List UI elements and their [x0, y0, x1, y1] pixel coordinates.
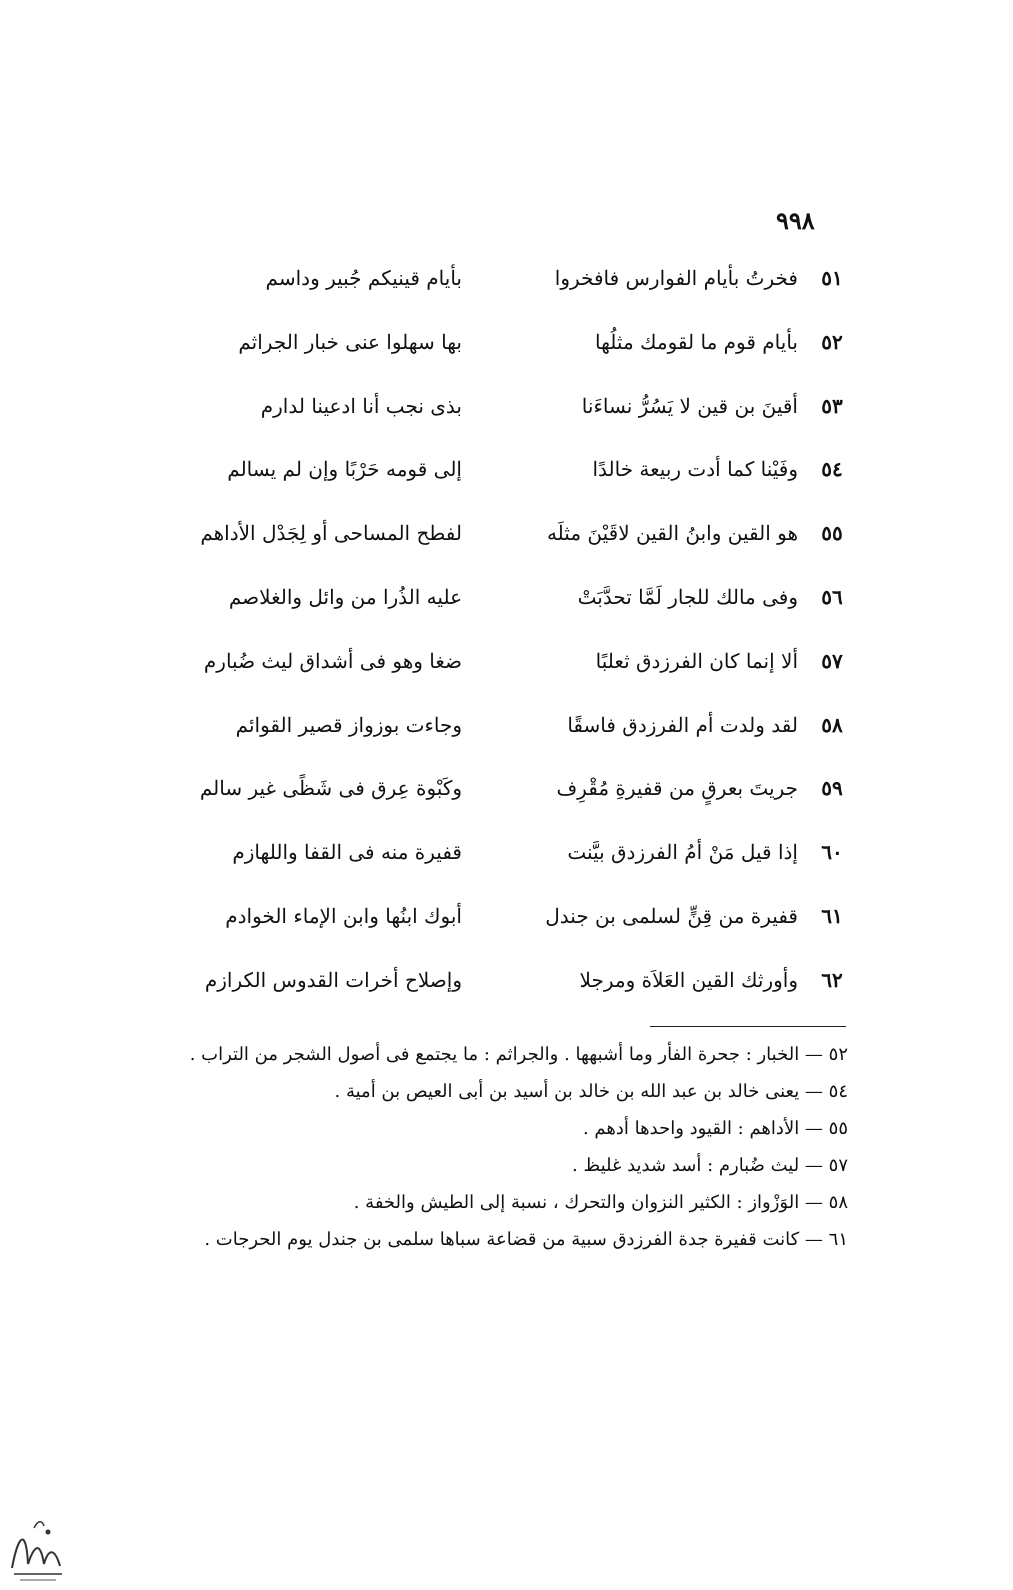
footnote: ٥٤ — يعنى خالد بن عبد الله بن خالد بن أسيد بن أبى العيص بن أمية . — [334, 1081, 848, 1102]
verse-second-hemistich: ضغا وهو فى أشداق ليث ضُبارم — [203, 648, 462, 673]
verse-62 — [170, 964, 860, 1028]
footnote: ٥٥ — الأداهم : القيود واحدها أدهم . — [582, 1118, 848, 1139]
footnote: ٦١ — كانت قفيرة جدة الفرزدق سبية من قضاعة سباها سلمى بن جندل يوم الحرجات . — [204, 1229, 848, 1250]
verse-second-hemistich: بذى نجب أنا ادعينا لدارم — [260, 393, 462, 418]
verse-second-hemistich: بأيام قينيكم جُبير وداسم — [265, 266, 462, 290]
verse-60 — [170, 836, 860, 900]
verse-second-hemistich: لفطح المساحى أو لِجَدْل الأداهم — [200, 521, 462, 546]
verse-number: ٥٢ — [821, 329, 843, 354]
page-number: ٩٩٨ — [776, 206, 815, 235]
verse-first-hemistich: هو القين وابنُ القين لاقَيْنَ مثلَه — [546, 521, 798, 546]
verse-number: ٥٣ — [821, 393, 843, 418]
verse-53 — [170, 390, 860, 454]
verse-first-hemistich: أقينَ بن قين لا يَسُرُّ نساءَنا — [581, 393, 798, 418]
verse-number: ٥٤ — [821, 457, 843, 482]
verse-number: ٥٩ — [821, 776, 843, 801]
verse-first-hemistich: قفيرة من قِنٍّ لسلمى بن جندل — [545, 903, 798, 928]
verse-first-hemistich: فخرتُ بأيام الفوارس فافخروا — [554, 266, 798, 290]
verse-first-hemistich: وفَيْنا كما أدت ربيعة خالدًا — [592, 457, 798, 482]
verse-second-hemistich: عليه الذُرا من وائل والغلاصم — [228, 584, 462, 609]
verse-second-hemistich: بها سهلوا عنى خبار الجراثم — [238, 329, 462, 354]
verse-second-hemistich: أبوك ابنُها وابن الإماء الخوادم — [225, 903, 462, 928]
verse-first-hemistich: ألا إنما كان الفرزدق ثعلبًا — [595, 648, 798, 673]
verse-first-hemistich: وأورثك القين العَلاَة ومرجلا — [579, 967, 798, 992]
verse-51 — [170, 262, 860, 326]
verse-56 — [170, 581, 860, 645]
verse-61 — [170, 900, 860, 964]
verse-number: ٦٢ — [821, 967, 843, 992]
verse-second-hemistich: قفيرة منه فى القفا واللهازم — [232, 840, 462, 865]
footnote: ٥٨ — الوَزْواز : الكثير النزوان والتحرك ، نسبة إلى الطيش والخفة . — [353, 1192, 848, 1213]
verse-second-hemistich: وإصلاح أخرات القدوس الكرازم — [204, 967, 462, 992]
verse-54 — [170, 453, 860, 517]
verse-58 — [170, 709, 860, 773]
verse-second-hemistich: وجاءت بوزواز قصير القوائم — [235, 712, 462, 737]
verse-number: ٥٧ — [821, 648, 843, 673]
verse-number: ٥١ — [821, 266, 843, 290]
verse-57 — [170, 645, 860, 709]
verse-first-hemistich: جريتَ بعرقٍ من قفيرةِ مُقْرِف — [556, 776, 798, 801]
footnotes — [158, 1036, 848, 1258]
verse-55 — [170, 517, 860, 581]
footnote: ٥٢ — الخبار : جحرة الفأر وما أشبهها . والجراثم : ما يجتمع فى أصول الشجر من التراب . — [189, 1044, 848, 1065]
verse-first-hemistich: إذا قيل مَنْ أمُ الفرزدق بيَّنت — [567, 840, 798, 865]
verse-number: ٥٨ — [821, 712, 843, 737]
verse-number: ٦٠ — [821, 840, 843, 865]
verse-59 — [170, 772, 860, 836]
verse-second-hemistich: إلى قومه حَرْبًا وإن لم يسالم — [227, 457, 462, 482]
footnote-separator — [650, 1026, 846, 1027]
verse-52 — [170, 326, 860, 390]
footnote: ٥٧ — ليث ضُبارم : أسد شديد غليظ . — [572, 1155, 848, 1176]
verse-first-hemistich: بأيام قوم ما لقومك مثلُها — [594, 329, 798, 354]
verse-second-hemistich: وكَبْوة عِرق فى شَظًى غير سالم — [199, 776, 462, 801]
verse-number: ٦١ — [821, 903, 843, 928]
verse-first-hemistich: لقد ولدت أم الفرزدق فاسقًا — [567, 712, 798, 737]
verse-number: ٥٦ — [821, 584, 843, 609]
poem — [170, 262, 860, 1028]
library-watermark-logo — [4, 1506, 68, 1584]
verse-number: ٥٥ — [821, 521, 843, 546]
verse-first-hemistich: وفى مالك للجار لَمَّا تحدَّبَتْ — [577, 584, 798, 609]
